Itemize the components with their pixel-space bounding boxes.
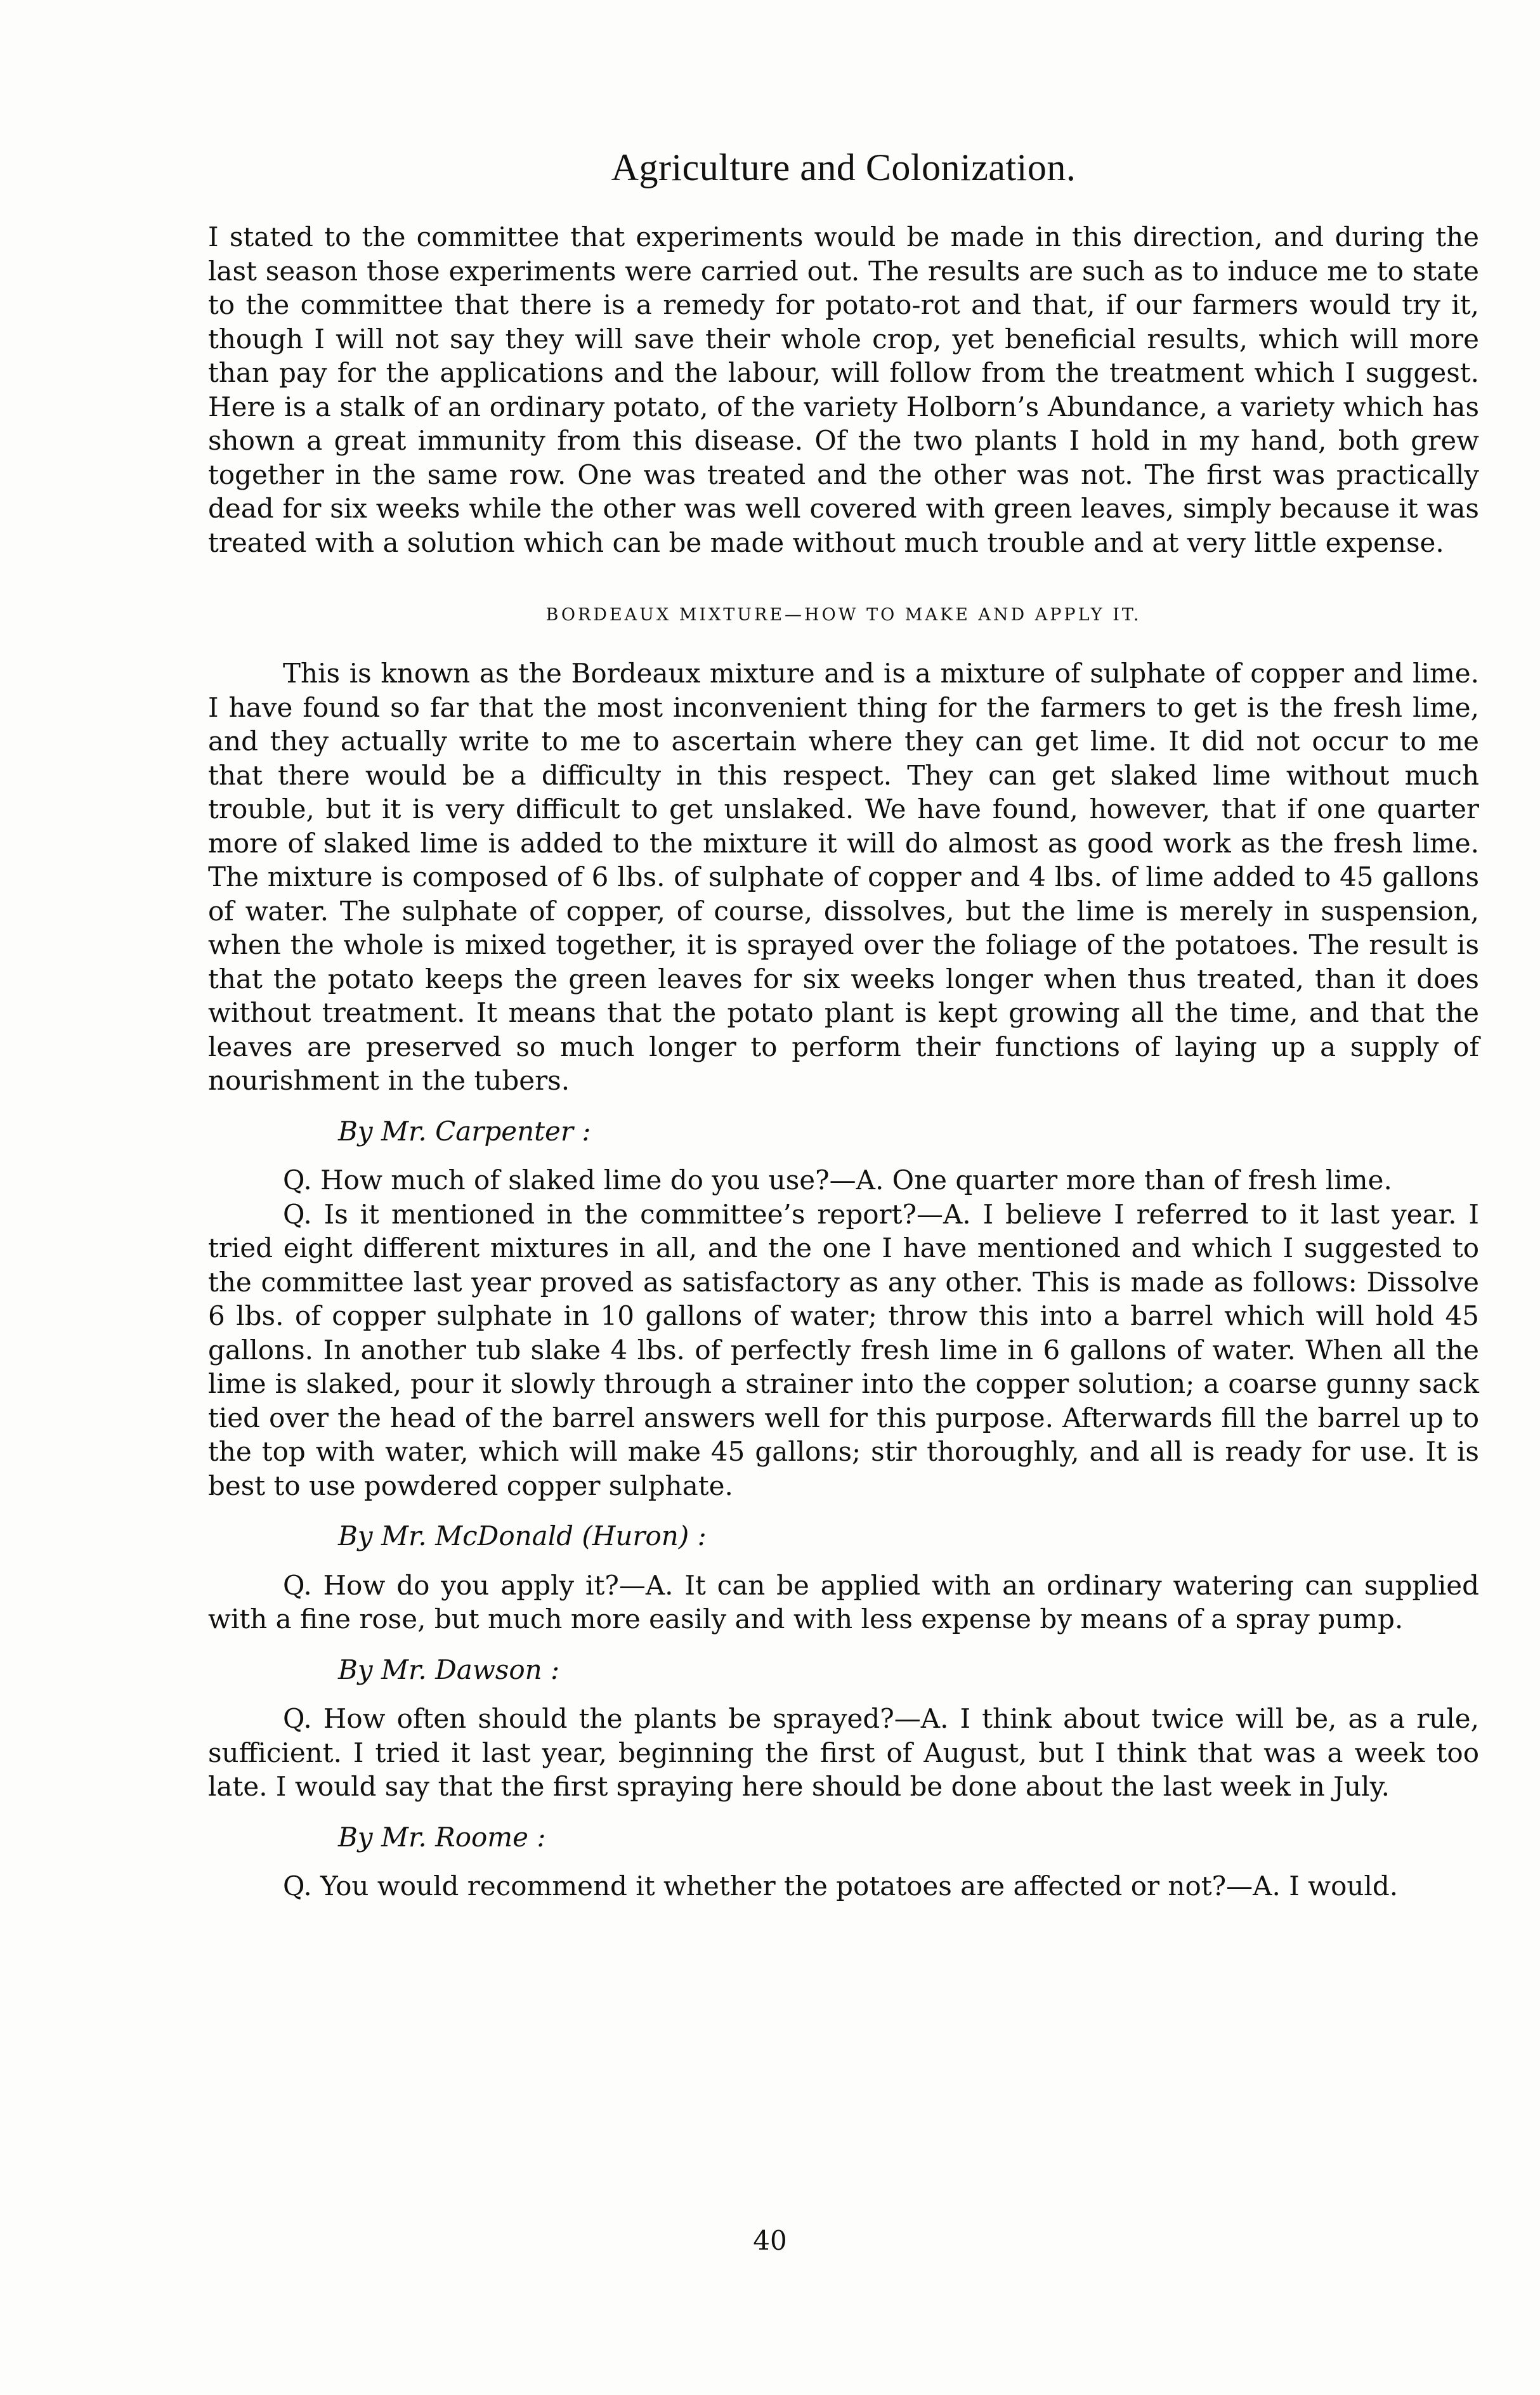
qa-mcdonald-1: Q. How do you apply it?—A. It can be applied with an ordinary watering can supplied with a fine rose, but much more easily and with less expense by means of a spray pump. — [208, 1569, 1479, 1635]
speaker-dawson: By Mr. Dawson : — [338, 1654, 560, 1685]
page-content — [208, 146, 1479, 1903]
qa-roome-1: Q. You would recommend it whether the potatoes are affected or not?—A. I would. — [283, 1870, 1399, 1902]
qa-carpenter-2: Q. Is it mentioned in the committee’s report?—A. I believe I referred to it last year. I tried eight different mixtures in all, and the one I have mentioned and which I suggested to the committee last year proved as satisfactory as any other. This is made as follows: Dissolve 6 lbs. of copper sulphate in 10 gallons of water; throw this into a barrel which will hold 45 gallons. In another tub slake 4 lbs. of perfectly fresh lime in 6 gallons of water. When all the lime is slaked, pour it slowly through a strainer into the copper solution; a coarse gunny sack tied over the head of the barrel answers well for this purpose. Afterwards fill the barrel up to the top with water, which will make 45 gallons; stir thoroughly, and all is ready for use. It is best to use powdered copper sulphate. — [208, 1198, 1479, 1501]
page-number: 40 — [753, 2225, 787, 2256]
speaker-roome: By Mr. Roome : — [338, 1821, 546, 1853]
paragraph-potato-rot: I stated to the committee that experiments would be made in this direction, and during the last season those experiments were carried out. The results are such as to induce me to state to the committee that there is a remedy for potato-rot and that, if our farmers would try it, though I will not say they will save their whole crop, yet beneficial results, which will more than pay for the applications and the labour, will follow from the treatment which I suggest. Here is a stalk of an ordinary potato, of the variety Holborn’s Abundance, a variety which has shown a great immunity from this disease. Of the two plants I hold in my hand, both grew together in the same row. One was treated and the other was not. The first was practically dead for six weeks while the other was well covered with green leaves, simply because it was treated with a solution which can be made without much trouble and at very little expense. — [208, 221, 1479, 558]
speaker-carpenter: By Mr. Carpenter : — [338, 1115, 591, 1147]
running-head: Agriculture and Colonization. — [611, 147, 1076, 188]
speaker-mcdonald: By Mr. McDonald (Huron) : — [338, 1520, 707, 1551]
qa-dawson-1: Q. How often should the plants be sprayed?—A. I think about twice will be, as a rule, sufficient. I tried it last year, beginning the first of August, but I think that was a week too late. I would say that the first spraying here should be done about the last week in July. — [208, 1703, 1479, 1802]
paragraph-bordeaux-mixture: This is known as the Bordeaux mixture and is a mixture of sulphate of copper and lime. I have found so far that the most inconvenient thing for the farmers to get is the fresh lime, and they actually write to me to ascertain where they can get lime. It did not occur to me that there would be a difficulty in this respect. They can get slaked lime without much trouble, but it is very difficult to get unslaked. We have found, however, that if one quarter more of slaked lime is added to the mixture it will do almost as good work as the fresh lime. The mixture is composed of 6 lbs. of sulphate of copper and 4 lbs. of lime added to 45 gallons of water. The sulphate of copper, of course, dissolves, but the lime is merely in suspension, when the whole is mixed together, it is sprayed over the foliage of the potatoes. The result is that the potato keeps the green leaves for six weeks longer when thus treated, than it does without treatment. It means that the potato plant is kept growing all the time, and that the leaves are preserved so much longer to perform their functions of laying up a supply of nourishment in the tubers. — [208, 658, 1479, 1096]
section-heading: BORDEAUX MIXTURE—HOW TO MAKE AND APPLY IT. — [545, 605, 1142, 625]
qa-carpenter-1: Q. How much of slaked lime do you use?—A. One quarter more than of fresh lime. — [283, 1165, 1392, 1196]
